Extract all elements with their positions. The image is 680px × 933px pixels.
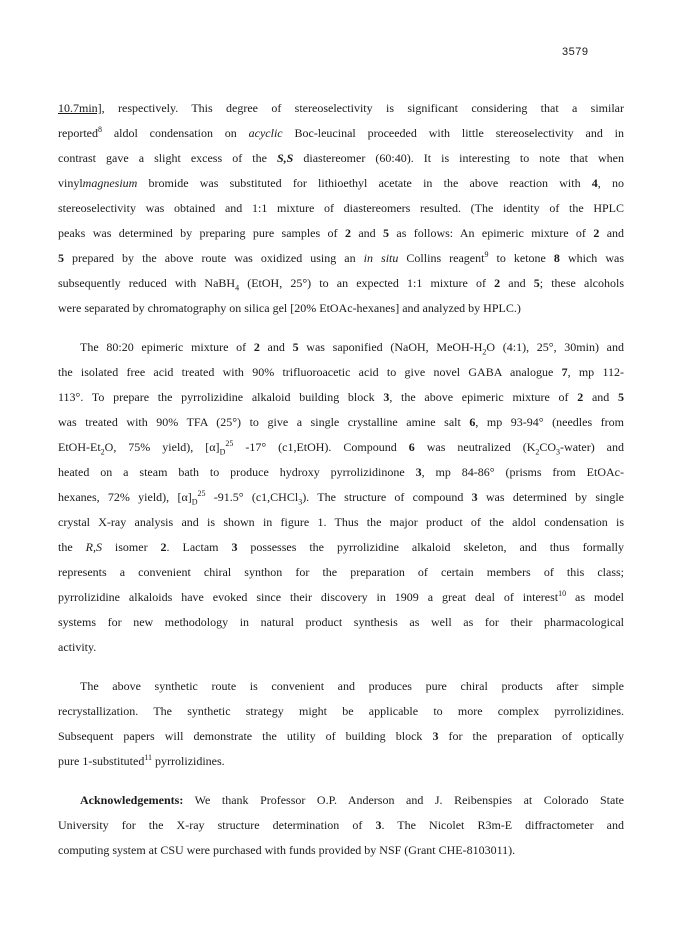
text-line: computing system at CSU were purchased with funds provided by NSF (Grant CHE-8103011). bbox=[58, 843, 516, 857]
text-line: 113°. To prepare the pyrrolizidine alkaloid building block 3, the above epimeric mixture of 2 and 5 bbox=[58, 390, 624, 404]
text-line: activity. bbox=[58, 640, 97, 654]
text-line: The above synthetic route is convenient and produces pure chiral products after simple bbox=[80, 679, 624, 693]
text-line: vinylmagnesium bromide was substituted for lithioethyl acetate in the above reaction with 4, no bbox=[58, 176, 624, 190]
text-line: pyrrolizidine alkaloids have evoked since their discovery in 1909 a great deal of interest$^{10}$ as model bbox=[58, 589, 624, 604]
text-line: systems for new methodology in natural product synthesis as well as for their pharmacological bbox=[58, 615, 624, 629]
text-line: the R,S isomer 2. Lactam 3 possesses the pyrrolizidine alkaloid skeleton, and thus formally bbox=[58, 540, 624, 554]
text-line: subsequently reduced with NaBH$_4$ (EtOH, 25°) to an expected 1:1 mixture of 2 and 5; these alcohols bbox=[58, 276, 625, 293]
text-line: Subsequent papers will demonstrate the utility of building block 3 for the preparation of optically bbox=[58, 729, 625, 743]
text-line: were separated by chromatography on silica gel [20% EtOAc-hexanes] and analyzed by HPLC.) bbox=[58, 301, 521, 315]
text-line: crystal X-ray analysis and is shown in figure 1. Thus the major product of the aldol condensation is bbox=[58, 515, 624, 529]
text-line: hexanes, 72% yield), $[\alpha]_D^{25}$ -91.5° (c1,CHCl$_3$). The structure of compound 3 was determined by single bbox=[58, 489, 625, 507]
text-line: The 80:20 epimeric mixture of 2 and 5 was saponified (NaOH, MeOH-$H_2O$ (4:1), 25°, 30min) and bbox=[80, 340, 625, 357]
acknowledgements-heading: Acknowledgements: bbox=[80, 793, 184, 807]
text-line: pure 1-substituted$^{11}$ pyrrolizidines. bbox=[58, 753, 225, 768]
text-line: the isolated free acid treated with 90% trifluoroacetic acid to give novel GABA analogue 7, mp 112- bbox=[58, 365, 624, 379]
text-line: Acknowledgements: We thank Professor O.P. Anderson and J. Reibenspies at Colorado State bbox=[80, 793, 624, 807]
text-line: contrast gave a slight excess of the S,S diastereomer (60:40). It is interesting to note that when bbox=[58, 151, 624, 165]
text-line: heated on a steam bath to produce hydroxy pyrrolizidinone 3, mp 84-86° (prisms from EtOAc- bbox=[58, 465, 624, 479]
text-line: recrystallization. The synthetic strategy might be applicable to more complex pyrrolizidines. bbox=[58, 704, 624, 718]
text-line: was treated with 90% TFA (25°) to give a single crystalline amine salt 6, mp 93-94° (needles from bbox=[58, 415, 624, 429]
text-line: University for the X-ray structure determination of 3. The Nicolet R3m-E diffractometer and bbox=[58, 818, 624, 832]
text-line: represents a convenient chiral synthon for the preparation of certain members of this class; bbox=[58, 565, 624, 579]
text-line: peaks was determined by preparing pure samples of 2 and 5 as follows: An epimeric mixture of 2 and bbox=[58, 226, 625, 240]
page-number: 3579 bbox=[562, 46, 589, 58]
text-line: 10.7min], respectively. This degree of stereoselectivity is significant considering that a similar bbox=[58, 101, 624, 115]
text-line: reported$^8$ aldol condensation on acyclic Boc-leucinal proceeded with little stereoselectivity and in bbox=[58, 125, 624, 140]
text-line: stereoselectivity was obtained and 1:1 mixture of diastereomers resulted. (The identity of the HPLC bbox=[58, 201, 624, 215]
text-line: 5 prepared by the above route was oxidized using an in situ Collins reagent$^9$ to ketone 8 which was bbox=[58, 250, 624, 265]
text-line: EtOH-$Et_2O$, 75% yield), $[\alpha]_D^{25}$ -17° (c1,EtOH). Compound 6 was neutralized $(K_2CO_3-water)$ and bbox=[58, 439, 625, 457]
